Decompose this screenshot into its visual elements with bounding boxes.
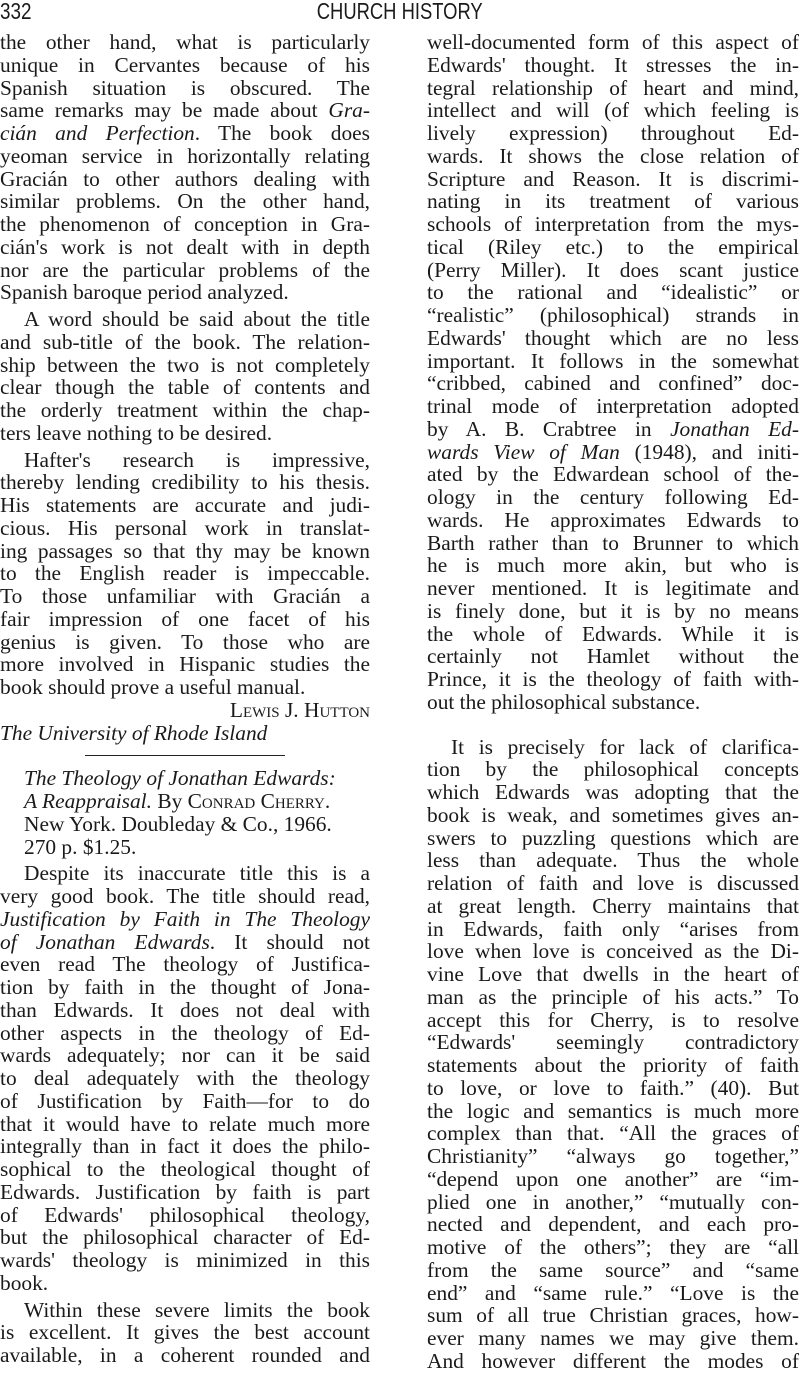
text-line: nected and dependent, and each pro- bbox=[427, 1212, 799, 1237]
text-line: Prince, it is the theology of faith with- bbox=[427, 667, 799, 691]
text-line: tical (Riley etc.) to the empirical bbox=[427, 234, 799, 259]
text-line: Barth rather than to Brunner to which bbox=[427, 530, 799, 555]
text-line: accept this for Cherry, is to resolve bbox=[427, 1007, 799, 1032]
text-line: well-documented form of this aspect of bbox=[427, 30, 799, 54]
text-line: wards. It shows the close relation of bbox=[427, 143, 799, 168]
text-line: to love, or love to faith.” (40). But bbox=[427, 1075, 799, 1100]
text-line: the other hand, what is particularly bbox=[0, 30, 370, 54]
text-line: wards adequately; nor can it be said bbox=[0, 1043, 370, 1068]
text-line: thereby lending credibility to his thesis. bbox=[0, 470, 370, 495]
text-line: less than adequate. Thus the whole bbox=[427, 848, 799, 873]
text-line: man as the principle of his acts.” To bbox=[427, 984, 799, 1009]
text-line: to the rational and “idealistic” or bbox=[427, 280, 799, 305]
book-title: The Theology of Jonathan Edwards: bbox=[24, 766, 336, 791]
text-line: Hafter's research is impressive, bbox=[24, 447, 370, 472]
text-line: clear though the table of contents and bbox=[0, 375, 370, 400]
text-line: more involved in Hispanic studies the bbox=[0, 652, 370, 677]
italic-title: cián and Perfection bbox=[0, 121, 195, 145]
reviewer-name: Lewis J. Hutton bbox=[229, 697, 370, 722]
text-line: even read The theology of Justifica- bbox=[0, 952, 370, 977]
text-line: tion by faith in the thought of Jona- bbox=[0, 975, 370, 999]
italic-title: wards View of Man bbox=[427, 439, 620, 464]
text-line: ever many names we may give them. bbox=[427, 1326, 799, 1350]
book-subtitle: A Reappraisal. bbox=[24, 789, 152, 813]
text-line: of Jonathan Edwards. It should not bbox=[0, 929, 370, 954]
text-line: same remarks may be made about Gra- bbox=[0, 98, 370, 123]
text-line: from the same source” and “same bbox=[427, 1257, 799, 1282]
citation-by: By bbox=[157, 789, 183, 813]
text-line: Edwards' thought which are no less bbox=[427, 325, 799, 350]
right-column bbox=[427, 31, 799, 1373]
text-line: book should prove a useful manual. bbox=[0, 675, 306, 699]
text-line: unique in Cervantes because of his bbox=[0, 52, 370, 77]
text-line: nor are the particular problems of the bbox=[0, 257, 370, 282]
text-line: Despite its inaccurate title this is a bbox=[24, 861, 370, 886]
text-line: to the English reader is impeccable. bbox=[0, 561, 370, 586]
text-line: important. It follows in the somewhat bbox=[427, 348, 799, 373]
text-line: certainly not Hamlet without the bbox=[427, 644, 799, 669]
text-line: cious. His personal work in translat- bbox=[0, 515, 370, 540]
text-line: of Edwards' philosophical theology, bbox=[0, 1202, 370, 1227]
text-line: never mentioned. It is legitimate and bbox=[427, 576, 799, 600]
text-line: tegral relationship of heart and mind, bbox=[427, 75, 799, 100]
italic-title: Jonathan Ed- bbox=[670, 416, 799, 441]
text-line: wards' theology is minimized in this bbox=[0, 1248, 370, 1272]
text-line: His statements are accurate and judi- bbox=[0, 493, 370, 517]
text-line: ated by the Edwardean school of the- bbox=[427, 462, 799, 487]
review-divider bbox=[85, 755, 285, 756]
text-line: plied one in another,” “mutually con- bbox=[427, 1189, 799, 1214]
text-line: the logic and semantics is much more bbox=[427, 1098, 799, 1123]
text-line: Edwards' thought. It stresses the in- bbox=[427, 52, 799, 77]
text-line: motive of the others”; they are “all bbox=[427, 1235, 799, 1259]
text-line: very good book. The title should read, bbox=[0, 884, 370, 908]
text-line: Spanish situation is obscured. The bbox=[0, 75, 370, 100]
text-line: the whole of Edwards. While it is bbox=[427, 621, 799, 646]
text-line: And however different the modes of bbox=[427, 1348, 799, 1373]
text-line: but the philosophical character of Ed- bbox=[0, 1225, 370, 1250]
page-header bbox=[0, 0, 800, 26]
text-line: ship between the two is not completely bbox=[0, 352, 370, 377]
text-line: available, in a coherent rounded and bbox=[0, 1343, 370, 1367]
text-line: is excellent. It gives the best account bbox=[0, 1320, 370, 1345]
text-line: relation of faith and love is discussed bbox=[427, 871, 799, 895]
text-line: tion by the philosophical concepts bbox=[427, 757, 799, 782]
text-line: “realistic” (philosophical) strands in bbox=[427, 303, 799, 327]
text-line: “Edwards' seemingly contradictory bbox=[427, 1030, 799, 1055]
text-line: the phenomenon of conception in Gra- bbox=[0, 212, 370, 236]
text-line: Spanish baroque period analyzed. bbox=[0, 280, 289, 305]
italic-title: Gra- bbox=[328, 98, 370, 123]
text-line: nating in its treatment of various bbox=[427, 189, 799, 214]
text-line: book. bbox=[0, 1270, 49, 1295]
review1-conclusion bbox=[0, 31, 370, 744]
text-line: swers to puzzling questions which are bbox=[427, 825, 799, 850]
text-line: fair impression of one facet of his bbox=[0, 606, 370, 631]
text-line: Edwards. Justification by faith is part bbox=[0, 1179, 370, 1204]
text-line: statements about the priority of faith bbox=[427, 1053, 799, 1077]
text-line: sum of all true Christian graces, how- bbox=[427, 1303, 799, 1328]
text-line: Justification by Faith in The Theology bbox=[0, 906, 370, 931]
text-line: at great length. Cherry maintains that bbox=[427, 893, 799, 918]
text-line: A word should be said about the title bbox=[24, 307, 370, 331]
text-line: integrally than in fact it does the philo- bbox=[0, 1134, 370, 1159]
text-line: ters leave nothing to be desired. bbox=[0, 420, 273, 445]
text-line: of Justification by Faith—for to do bbox=[0, 1088, 370, 1113]
reviewer-affiliation: The University of Rhode Island bbox=[0, 720, 268, 745]
text-line: lively expression) throughout Ed- bbox=[427, 121, 799, 145]
text-line: in Edwards, faith only “arises from bbox=[427, 916, 799, 941]
book-publisher: New York. Doubleday & Co., 1966. bbox=[24, 811, 332, 836]
text-line: complex than that. “All the graces of bbox=[427, 1121, 799, 1146]
text-line: end” and “same rule.” “Love is the bbox=[427, 1280, 799, 1305]
text-line: he is much more akin, but who is bbox=[427, 553, 799, 578]
text-line: than Edwards. It does not deal with bbox=[0, 997, 370, 1022]
text-line: to deal adequately with the theology bbox=[0, 1066, 370, 1090]
italic-title: of Jonathan Edwards bbox=[0, 929, 210, 954]
text-line: wards View of Man (1948), and initi- bbox=[427, 439, 799, 464]
text-line: other aspects in the theology of Ed- bbox=[0, 1020, 370, 1045]
text-line: It is precisely for lack of clarifica- bbox=[451, 734, 799, 759]
text-line: is finely done, but it is by no means bbox=[427, 598, 799, 623]
text-line: which Edwards was adopting that the bbox=[427, 780, 799, 804]
text-line: cián and Perfection. The book does bbox=[0, 121, 370, 145]
text-line: by A. B. Crabtree in Jonathan Ed- bbox=[427, 416, 799, 441]
book-pages-price: 270 p. $1.25. bbox=[24, 834, 137, 859]
review2-citation bbox=[0, 767, 370, 858]
text-line: sophical to the theological thought of bbox=[0, 1157, 370, 1181]
text-line: ology in the century following Ed- bbox=[427, 485, 799, 509]
text-line: the orderly treatment within the chap- bbox=[0, 398, 370, 422]
review2-body-right-p2 bbox=[427, 736, 799, 1373]
review2-body-left bbox=[0, 862, 370, 1367]
text-line: yeoman service in horizontally relating bbox=[0, 143, 370, 168]
text-line: (Perry Miller). It does scant justice bbox=[427, 257, 799, 282]
text-line: and sub-title of the book. The relation- bbox=[0, 329, 370, 354]
book-author: Conrad Cherry. bbox=[187, 789, 331, 813]
left-column bbox=[0, 31, 370, 1367]
running-head-text: CHURCH HISTORY bbox=[317, 0, 483, 24]
text-line: book is weak, and sometimes gives an- bbox=[427, 802, 799, 827]
text-line: trinal mode of interpretation adopted bbox=[427, 394, 799, 418]
text-line: “depend upon one another” are “im- bbox=[427, 1166, 799, 1191]
review2-body-right-p1 bbox=[427, 31, 799, 714]
text-line: genius is given. To those who are bbox=[0, 629, 370, 654]
text-line: love when love is conceived as the Di- bbox=[427, 939, 799, 964]
text-line: out the philosophical substance. bbox=[427, 689, 701, 714]
citation-line bbox=[0, 790, 370, 813]
text-line: that it would have to relate much more bbox=[0, 1111, 370, 1136]
running-head bbox=[0, 0, 800, 25]
text-line: To those unfamiliar with Gracián a bbox=[0, 584, 370, 608]
text-line: wards. He approximates Edwards to bbox=[427, 507, 799, 532]
text-line: intellect and will (of which feeling is bbox=[427, 98, 799, 123]
text-line: Within these severe limits the book bbox=[24, 1297, 370, 1322]
text-line: Christianity” “always go together,” bbox=[427, 1144, 799, 1168]
text-line: cián's work is not dealt with in depth bbox=[0, 234, 370, 259]
text-line: ing passages so that thy may be known bbox=[0, 538, 370, 563]
page-number: 332 bbox=[0, 0, 32, 24]
text-line: “cribbed, cabined and confined” doc- bbox=[427, 371, 799, 396]
text-line: schools of interpretation from the mys- bbox=[427, 212, 799, 236]
text-line: vine Love that dwells in the heart of bbox=[427, 962, 799, 986]
text-line: Gracián to other authors dealing with bbox=[0, 166, 370, 191]
text-line: Scripture and Reason. It is discrimi- bbox=[427, 166, 799, 191]
text-line: similar problems. On the other hand, bbox=[0, 189, 370, 214]
